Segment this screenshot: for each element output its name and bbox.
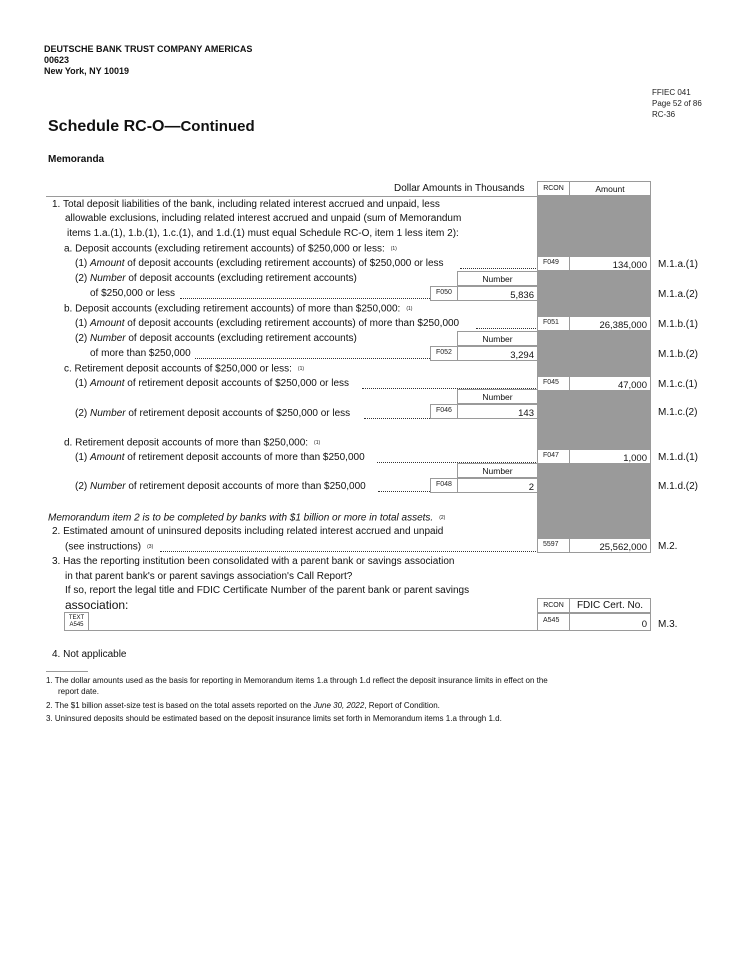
row-label: M.1.c.(2) (658, 407, 698, 418)
row-label: M.1.b.(2) (658, 349, 699, 360)
form-number: FFIEC 041 (652, 88, 691, 97)
item-1-line3: items 1.a.(1), 1.b.(1), 1.c.(1), and 1.d.(1) must equal Schedule RC-O, item 1 less item 2): (67, 228, 459, 239)
rcon-header: RCON (537, 181, 570, 196)
item-2-note: Memorandum item 2 is to be completed by banks with $1 billion or more in total assets. (2) (48, 512, 446, 524)
item-1b-heading: b. Deposit accounts (excluding retirement accounts) of more than $250,000: (1) (64, 303, 413, 315)
number-header: Number (457, 271, 538, 286)
leader-dots (378, 491, 430, 492)
footnote-1-cont: report date. (58, 687, 99, 696)
fdic-cert-field[interactable]: 0 (569, 613, 651, 631)
item-1b2-text2: of more than $250,000 (90, 348, 191, 359)
rcon-code-f051: F051 (537, 316, 570, 331)
rcon-header: RCON (537, 598, 570, 613)
row-label: M.2. (658, 541, 678, 552)
rcon-code-5597: 5597 (537, 538, 570, 553)
text-a545-code: TEXT A545 (64, 612, 89, 631)
row-label: M.1.c.(1) (658, 379, 698, 390)
item-1d-heading: d. Retirement deposit accounts of more than $250,000: (1) (64, 437, 321, 449)
page-number: Page 52 of 86 (652, 99, 702, 108)
item-1c-heading: c. Retirement deposit accounts of $250,000 or less: (1) (64, 363, 305, 375)
row-label: M.1.b.(1) (658, 319, 699, 330)
bank-location: New York, NY 10019 (44, 66, 130, 76)
header-rule (46, 196, 537, 197)
row-label: M.3. (658, 619, 678, 630)
item-1b2-text: (2) Number of deposit accounts (excluding retirement accounts) (75, 333, 357, 344)
rcon-code-f052: F052 (430, 346, 458, 361)
title-main: Schedule RC-O— (48, 118, 181, 135)
section-page: RC-36 (652, 110, 676, 119)
item-3-line2: in that parent bank's or parent savings association's Call Report? (65, 571, 353, 582)
shaded-cell (537, 389, 651, 449)
bank-id: 00623 (44, 55, 70, 65)
item-1d2-text: (2) Number of retirement deposit accounts of more than $250,000 (75, 481, 366, 492)
leader-dots (364, 418, 430, 419)
footnote-3: 3. Uninsured deposits should be estimated based on the deposit insurance limits set forth in Memorandum items 1.a through 1.d. (46, 714, 502, 723)
footnote-ref: (1) (406, 306, 413, 312)
rcon-code-a545: A545 (537, 613, 570, 631)
rcon-code-f050: F050 (430, 286, 458, 301)
amount-field-f047[interactable]: 1,000 (569, 449, 651, 464)
rcon-code-f049: F049 (537, 256, 570, 271)
footnote-2: 2. The $1 billion asset-size test is based on the total assets reported on the June 30, 2022, Report of Condition. (46, 701, 440, 710)
page-title (48, 118, 255, 136)
rcon-code-f047: F047 (537, 449, 570, 464)
footnote-ref: (2) (439, 515, 446, 521)
number-header: Number (457, 389, 538, 404)
shaded-cell (537, 271, 651, 316)
item-3-line3: If so, report the legal title and FDIC Certificate Number of the parent bank or parent savings (65, 585, 470, 596)
item-1a-heading: a. Deposit accounts (excluding retirement accounts) of $250,000 or less: (1) (64, 243, 397, 255)
footnote-divider (46, 671, 88, 672)
shaded-cell (537, 463, 651, 538)
footnote-ref: (1) (297, 366, 305, 372)
number-field-f048[interactable]: 2 (457, 478, 538, 493)
footnote-ref: (1) (390, 246, 397, 252)
rcon-code-f045: F045 (537, 376, 570, 391)
item-1b1-text: (1) Amount of deposit accounts (excluding retirement accounts) of more than $250,000 (75, 318, 460, 329)
row-label: M.1.d.(1) (658, 452, 699, 463)
item-1a2-text2: of $250,000 or less (90, 288, 176, 299)
amount-header: Amount (569, 181, 651, 196)
section-heading: Memoranda (48, 154, 105, 165)
amount-field-5597[interactable]: 25,562,000 (569, 538, 651, 553)
amount-field-f049[interactable]: 134,000 (569, 256, 651, 271)
number-header: Number (457, 463, 538, 478)
number-header: Number (457, 331, 538, 346)
row-label: M.1.a.(1) (658, 259, 699, 270)
bank-name: DEUTSCHE BANK TRUST COMPANY AMERICAS (44, 44, 253, 54)
number-field-f050[interactable]: 5,836 (457, 286, 538, 301)
item-1-line2: allowable exclusions, including related interest accrued and unpaid (sum of Memorandum (65, 213, 462, 224)
row-label: M.1.a.(2) (658, 289, 699, 300)
item-2-line1: 2. Estimated amount of uninsured deposits including related interest accrued and unpaid (52, 526, 444, 537)
title-continued: Continued (180, 118, 255, 135)
dollar-amounts-caption: Dollar Amounts in Thousands (394, 183, 525, 194)
fdic-cert-header: FDIC Cert. No. (569, 598, 651, 613)
item-1d1-text: (1) Amount of retirement deposit accounts of more than $250,000 (75, 452, 365, 463)
item-4: 4. Not applicable (52, 649, 127, 660)
shaded-cell (537, 331, 651, 376)
leader-dots (195, 358, 430, 359)
footnote-1: 1. The dollar amounts used as the basis for reporting in Memorandum items 1.a through 1.d reflect the deposit insurance limits in effect on the (46, 676, 548, 685)
item-1-line1: 1. Total deposit liabilities of the bank, including related interest accrued and unpaid, less (52, 199, 440, 210)
rcon-code-f046: F046 (430, 404, 458, 419)
shaded-cell (537, 196, 651, 256)
row-label: M.1.d.(2) (658, 481, 699, 492)
leader-dots (160, 551, 536, 552)
number-field-f052[interactable]: 3,294 (457, 346, 538, 361)
item-2-line2: (see instructions) (3) (65, 541, 154, 553)
item-1a1-text: (1) Amount of deposit accounts (excluding retirement accounts) of $250,000 or less (75, 258, 444, 269)
item-3-line1: 3. Has the reporting institution been consolidated with a parent bank or savings association (52, 556, 455, 567)
amount-field-f045[interactable]: 47,000 (569, 376, 651, 391)
leader-dots (180, 298, 430, 299)
number-field-f046[interactable]: 143 (457, 404, 538, 419)
item-3-line4: association: (65, 598, 129, 612)
footnote-ref: (1) (314, 440, 321, 446)
rcon-code-f048: F048 (430, 478, 458, 493)
item-1c2-text: (2) Number of retirement deposit accounts of $250,000 or less (75, 408, 351, 419)
leader-dots (476, 328, 536, 329)
item-1a2-text: (2) Number of deposit accounts (excluding retirement accounts) (75, 273, 357, 284)
legal-title-underline (64, 630, 537, 631)
footnote-ref: (3) (147, 544, 154, 550)
item-1c1-text: (1) Amount of retirement deposit accounts of $250,000 or less (75, 378, 350, 389)
amount-field-f051[interactable]: 26,385,000 (569, 316, 651, 331)
leader-dots (460, 268, 536, 269)
